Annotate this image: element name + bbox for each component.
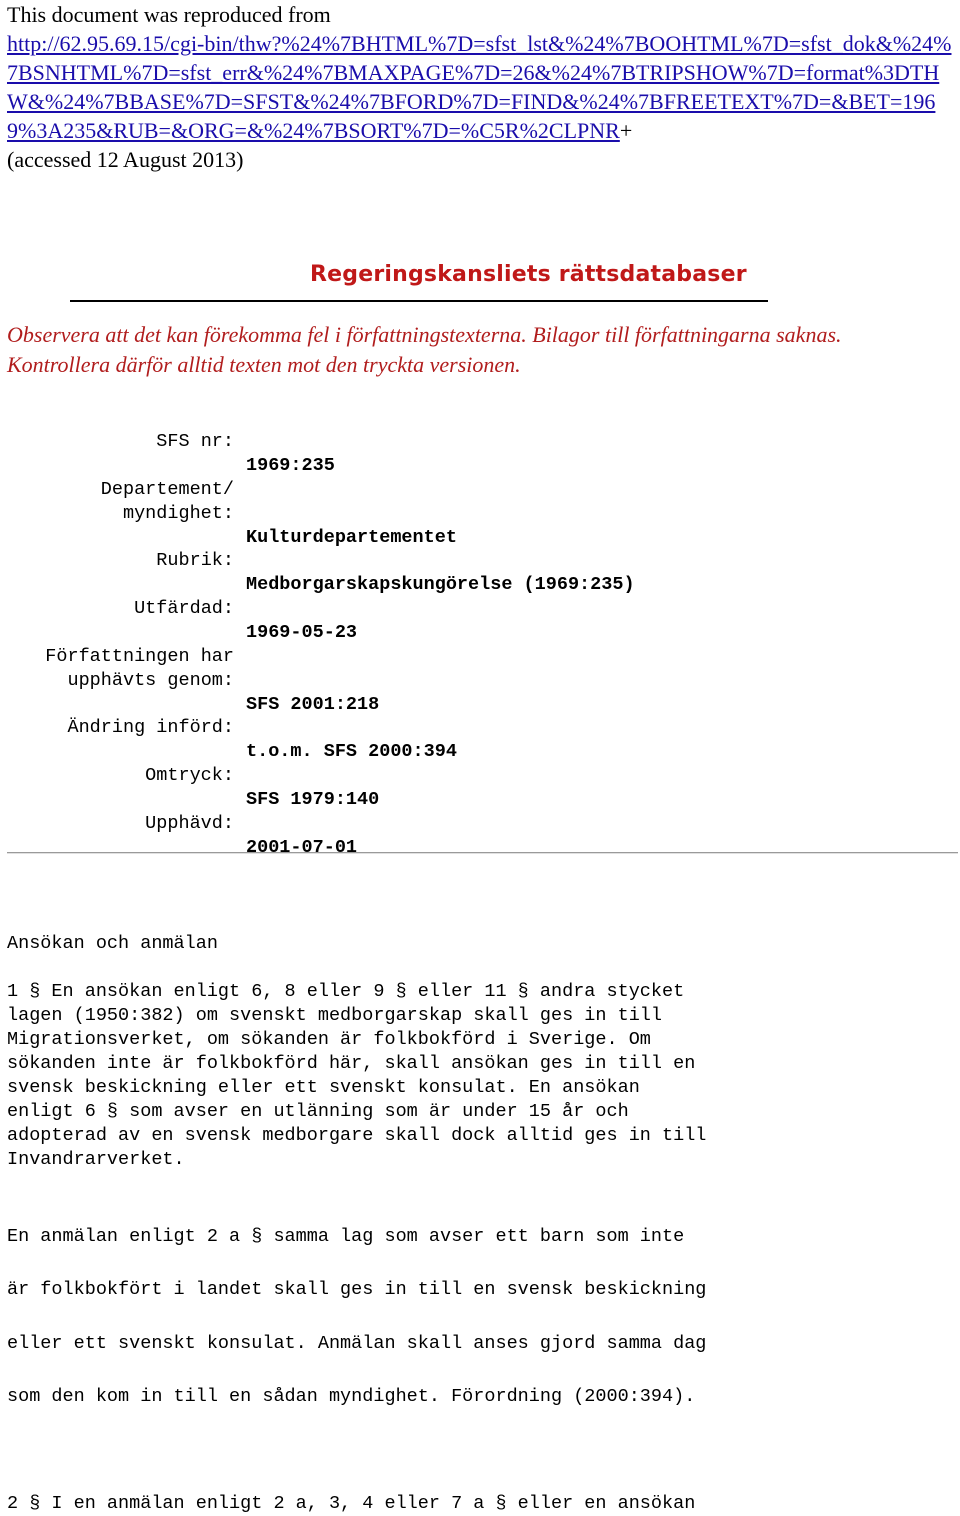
paragraph-line: som den kom in till en sådan myndighet. Förordning (2000:394). xyxy=(7,1386,696,1407)
paragraph-line: eller ett svenskt konsulat. Anmälan skall anses gjord samma dag xyxy=(7,1333,707,1354)
meta-label: Ändring införd: xyxy=(67,717,234,738)
paragraph-line: Migrationsverket, om sökanden är folkbokförd i Sverige. Om xyxy=(7,1029,651,1050)
meta-value: Kulturdepartementet xyxy=(246,527,457,548)
meta-label: Utfärdad: xyxy=(134,598,234,619)
meta-label: Upphävd: xyxy=(145,813,234,834)
meta-label: myndighet: xyxy=(122,503,234,524)
database-banner: Regeringskansliets rättsdatabaser xyxy=(310,262,747,287)
banner-divider xyxy=(70,300,768,302)
paragraph-line: är folkbokfört i landet skall ges in till en svensk beskickning xyxy=(7,1279,707,1300)
paragraph-line: svensk beskickning eller ett svenskt konsulat. En ansökan xyxy=(7,1077,640,1098)
meta-row-upphavd xyxy=(0,788,960,860)
section-divider xyxy=(7,852,958,854)
paragraph-line: adopterad av en svensk medborgare skall dock alltid ges in till xyxy=(7,1125,707,1146)
meta-label: Rubrik: xyxy=(156,550,234,571)
paragraph-line: sökanden inte är folkbokförd här, skall ansökan ges in till en xyxy=(7,1053,696,1074)
source-url-link[interactable]: http://62.95.69.15/cgi-bin/thw?%24%7BHTML%7D=sfst_lst&%24%7BOOHTML%7D=sfst_dok&%24%7BSNHTML%7D=sfst_err&%24%7BMAXPAGE%7D=26&%24%7BTRIPSHOW%7D=format%3DTHW&%24%7BBASE%7D=SFST&%24%7BFORD%7D=FIND&%24%7BFREETEXT%7D=&BET=1969%3A235&RUB=&ORG=&%24%7BSORT%7D=%C5R%2CLPNR xyxy=(7,31,952,143)
section-heading: Ansökan och anmälan xyxy=(7,933,218,954)
meta-value: SFS 1979:140 xyxy=(246,789,380,810)
paragraph-line: enligt 6 § som avser en utlänning som är under 15 år och xyxy=(7,1101,629,1122)
meta-label: SFS nr: xyxy=(156,431,234,452)
meta-value: t.o.m. SFS 2000:394 xyxy=(246,741,457,762)
source-suffix: + xyxy=(619,118,633,143)
meta-label: upphävts genom: xyxy=(67,670,234,691)
meta-label: Författningen har xyxy=(45,646,234,667)
meta-value: SFS 2001:218 xyxy=(246,694,380,715)
meta-value: 1969-05-23 xyxy=(246,622,358,643)
paragraph-line: Invandrarverket. xyxy=(7,1149,185,1170)
paragraph-line: 2 § I en anmälan enligt 2 a, 3, 4 eller 7 a § eller en ansökan xyxy=(7,1493,696,1514)
meta-value: 1969:235 xyxy=(246,455,335,476)
source-prefix: This document was reproduced from xyxy=(7,2,331,27)
notice-text: Observera att det kan förekomma fel i författningstexterna. Bilagor till författningarna saknas. Kontrollera därför alltid texten mot den tryckta versionen. xyxy=(7,322,842,377)
paragraph-line: En anmälan enligt 2 a § samma lag som avser ett barn som inte xyxy=(7,1226,685,1247)
accessed-date: (accessed 12 August 2013) xyxy=(7,147,244,172)
meta-label: Omtryck: xyxy=(145,765,234,786)
source-note xyxy=(7,0,952,174)
paragraph-line: lagen (1950:382) om svenskt medborgarskap skall ges in till xyxy=(7,1005,663,1026)
meta-label: Departement/ xyxy=(100,479,234,500)
meta-value: Medborgarskapskungörelse (1969:235) xyxy=(246,574,635,595)
meta-value: 2001-07-01 xyxy=(246,837,358,858)
paragraph-line: 1 § En ansökan enligt 6, 8 eller 9 § eller 11 § andra stycket xyxy=(7,981,685,1002)
